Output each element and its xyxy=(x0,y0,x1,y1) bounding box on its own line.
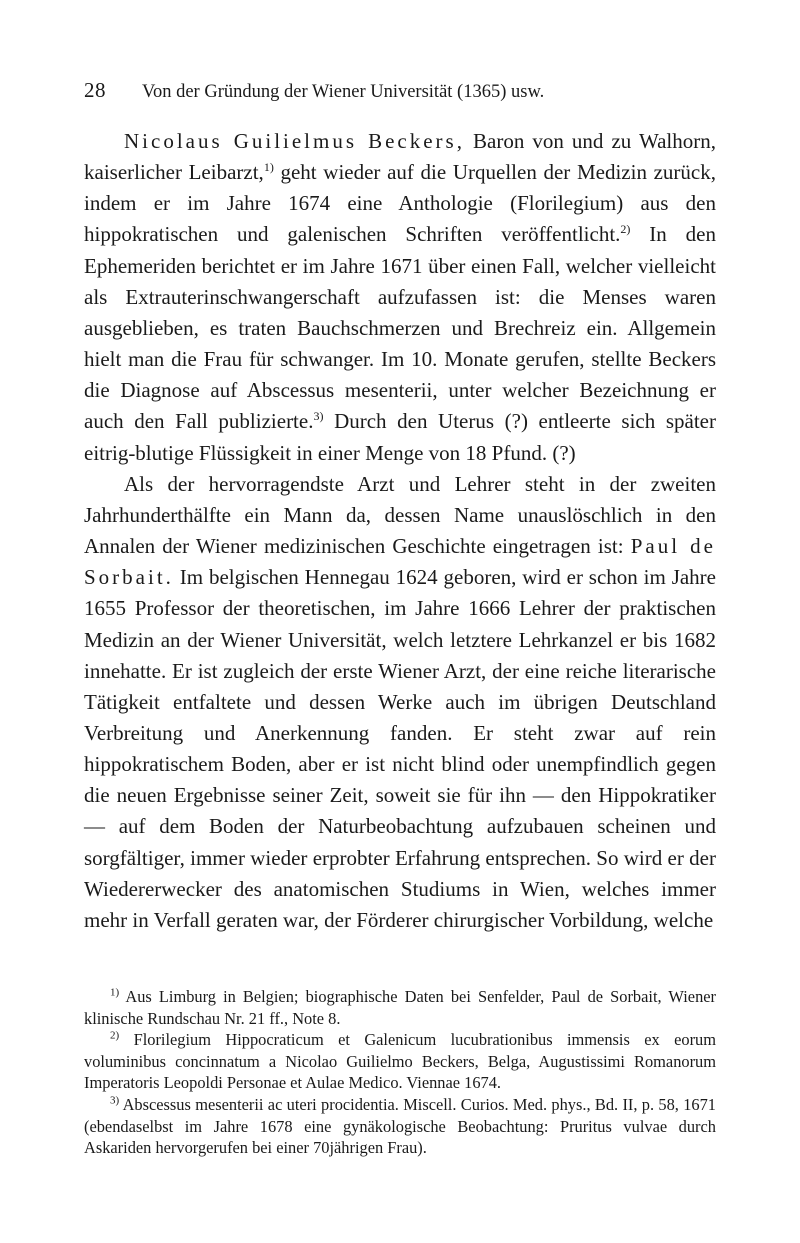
paragraph-text: Durch den Uterus (?) entleerte sich später eitrig-blutige Flüssigkeit in einer Menge von 18 Pfund. (?) xyxy=(84,409,716,465)
paragraph-sorbait xyxy=(84,469,716,936)
page-number: 28 xyxy=(84,78,106,102)
footnote-mark: 3) xyxy=(110,1094,120,1107)
footnote-mark: 2) xyxy=(110,1029,120,1042)
person-name-sorbait: Paul de Sorbait. xyxy=(84,534,716,590)
footnote-3 xyxy=(84,1094,716,1159)
main-text xyxy=(84,126,716,936)
paragraph-beckers xyxy=(84,126,716,469)
footnote-text: Aus Limburg in Belgien; biographische Daten bei Senfelder, Paul de Sorbait, Wiener klinische Rundschau Nr. 21 ff., Note 8. xyxy=(84,987,716,1028)
footnote-1 xyxy=(84,986,716,1029)
paragraph-text: Als der hervorragendste Arzt und Lehrer steht in der zweiten Jahrhunderthälfte ein Mann da, dessen Name unauslöschlich in den Annalen der Wiener medizinischen Geschichte eingetragen ist: xyxy=(84,471,716,559)
paragraph-text: geht wieder auf die Urquellen der Medizin zurück, indem er im Jahre 1674 eine Anthologie (Florilegium) aus den hippokratischen und galenischen Schriften veröffentlicht. xyxy=(84,160,716,247)
footnote-text: Florilegium Hippocraticum et Galenicum lucubrationibus immensis ex eorum voluminibus concinnatum a Nicolao Guilielmo Beckers, Belga, Augustissimi Romanorum Imperatoris Leopoldi Personae et Aulae Medico. Viennae 1674. xyxy=(84,1030,716,1093)
footnote-ref-3: 3) xyxy=(313,409,324,424)
footnotes xyxy=(84,986,716,1159)
footnote-ref-1: 1) xyxy=(263,160,274,175)
footnote-text: Abscessus mesenterii ac uteri procidentia. Miscell. Curios. Med. phys., Bd. II, p. 58, 1671 (ebendaselbst im Jahre 1678 eine gynäkologische Beobachtung: Pruritus vulvae durch Askariden hervorgerufen bei einer 70jährigen Frau). xyxy=(84,1094,716,1158)
person-name-beckers: Nicolaus Guilielmus Beckers, xyxy=(124,129,465,153)
running-title: Von der Gründung der Wiener Universität (1365) usw. xyxy=(142,82,545,102)
footnote-ref-2: 2) xyxy=(620,222,631,237)
footnote-2 xyxy=(84,1029,716,1094)
page-header xyxy=(84,78,724,102)
paragraph-text: In den Ephemeriden berichtet er im Jahre 1671 über einen Fall, welcher vielleicht als Extrauterinschwangerschaft aufzufassen ist: die Menses waren ausgeblieben, es traten Bauchschmerzen und Brechreiz ein. Allgemein hielt man die Frau für schwanger. Im 10. Monate gerufen, stellte Beckers die Diagnose auf Abscessus mesenterii, unter welcher Bezeichnung er auch den Fall publizierte. xyxy=(84,222,716,434)
paragraph-text: Im belgischen Hennegau 1624 geboren, wird er schon im Jahre 1655 Professor der theoretischen, im Jahre 1666 Lehrer der praktischen Medizin an der Wiener Universität, welch letztere Lehrkanzel er bis 1682 innehatte. Er ist zugleich der erste Wiener Arzt, der eine reiche literarische Tätigkeit entfaltete und dessen Werke auch im übrigen Deutschland Verbreitung und Anerkennung fanden. Er steht zwar auf rein hippokratischem Boden, aber er ist nicht blind oder unempfindlich gegen die neuen Ergebnisse seiner Zeit, soweit sie für ihn — den Hippokratiker — auf dem Boden der Naturbeobachtung aufzubauen scheinen und sorgfältiger, immer wieder erprobter Erfahrung entsprechen. So wird er der Wiedererwecker des anatomischen Studiums in Wien, welches immer mehr in Verfall geraten war, der Förderer chirurgischer Vorbildung, welche xyxy=(84,565,716,932)
paragraph-text: Baron von und zu Walhorn, kaiserlicher Leibarzt, xyxy=(84,129,716,185)
footnote-mark: 1) xyxy=(110,986,120,999)
